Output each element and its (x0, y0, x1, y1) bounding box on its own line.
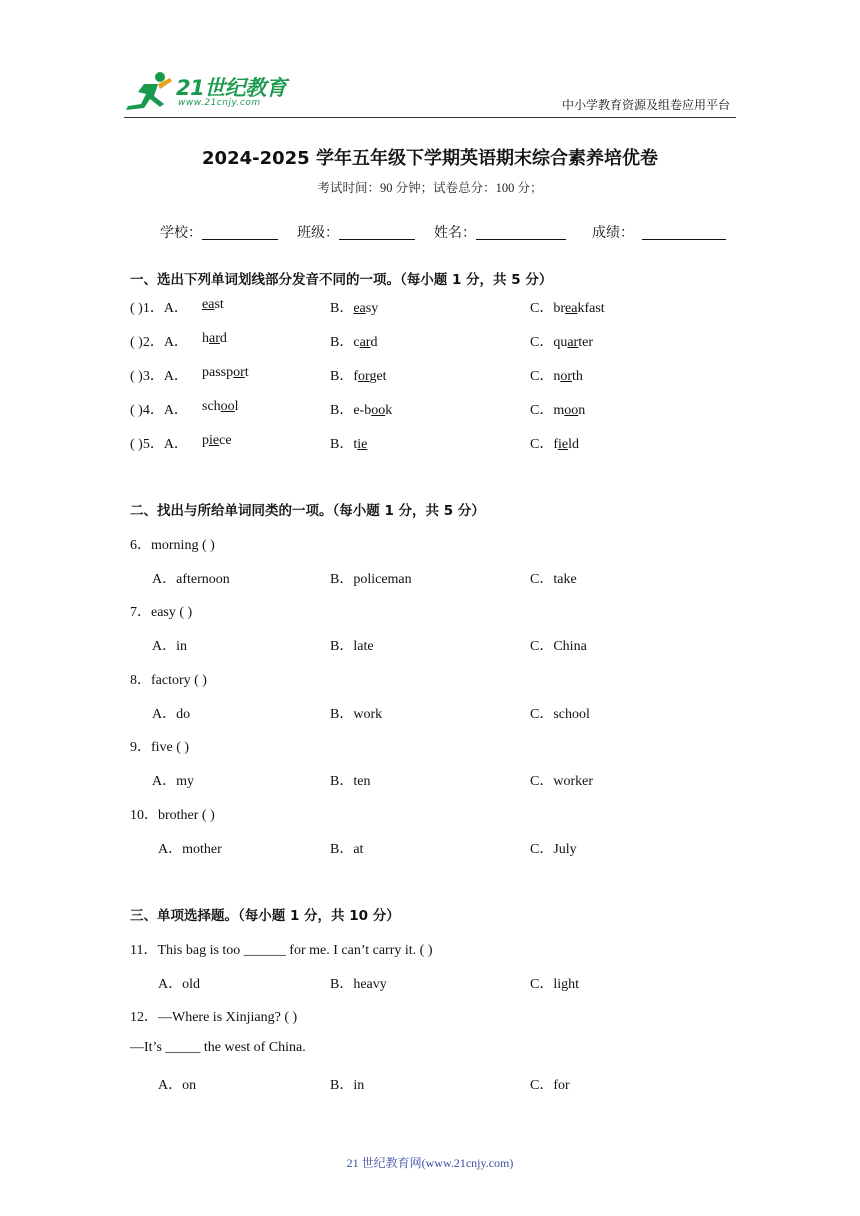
question-number: ( )1．A． (130, 301, 188, 316)
option-b: B．in (330, 1078, 365, 1093)
footer-link[interactable]: 21 世纪教育网(www.21cnjy.com) (346, 1156, 514, 1170)
exam-info: 考试时间：90 分钟；试卷总分：100 分； (317, 181, 543, 195)
score-label: 成绩： (592, 225, 634, 241)
option-a: piece (202, 433, 232, 448)
question-stem: 11．This bag is too ______ for me. I can’t carry it. ( ) (130, 943, 433, 958)
option-a: A．mother (158, 842, 222, 857)
option-a: A．old (158, 977, 200, 992)
name-label: 姓名： (434, 225, 476, 241)
score-field (592, 222, 726, 242)
score-blank (642, 224, 726, 240)
option-a: A．afternoon (152, 572, 230, 587)
option-c: C．worker (530, 774, 593, 789)
header-divider (124, 117, 736, 118)
section-1-heading: 一、选出下列单词划线部分发音不同的一项。（每小题 1 分，共 5 分） (130, 272, 553, 288)
name-blank (476, 224, 566, 240)
option-c: C．moon (530, 403, 586, 418)
option-c: C．school (530, 707, 590, 722)
option-a: east (202, 297, 224, 312)
option-b: B．work (330, 707, 383, 722)
question-stem: 8．factory ( ) (130, 673, 207, 688)
name-field (434, 222, 566, 242)
site-logo (124, 70, 294, 116)
question-stem: 7．easy ( ) (130, 605, 193, 620)
school-blank (202, 224, 278, 240)
option-a: passport (202, 365, 249, 380)
question-number: ( )3．A． (130, 369, 188, 384)
option-b: B．late (330, 639, 374, 654)
option-c: C．light (530, 977, 580, 992)
question-stem-line-2: —It’s _____ the west of China. (130, 1040, 306, 1055)
option-c: C．field (530, 437, 580, 452)
option-a: A．in (152, 639, 187, 654)
option-b: B．at (330, 842, 364, 857)
question-stem: 12．—Where is Xinjiang? ( ) (130, 1010, 298, 1025)
question-number: ( )5．A． (130, 437, 188, 452)
class-blank (339, 224, 415, 240)
option-b: B．e-book (330, 403, 393, 418)
school-label: 学校： (160, 225, 202, 241)
option-b: B．heavy (330, 977, 387, 992)
option-c: C．July (530, 842, 577, 857)
school-field (160, 222, 278, 242)
option-a: hard (202, 331, 227, 346)
option-b: B．forget (330, 369, 387, 384)
option-a: A．on (158, 1078, 197, 1093)
logo-text: 21世纪教育 (176, 76, 287, 100)
option-b: B．policeman (330, 572, 412, 587)
question-number: ( )2．A． (130, 335, 188, 350)
option-a: A．my (152, 774, 194, 789)
option-c: C．China (530, 639, 587, 654)
question-number: ( )4．A． (130, 403, 188, 418)
section-3-heading: 三、单项选择题。（每小题 1 分，共 10 分） (130, 908, 400, 924)
logo-url: www.21cnjy.com (178, 98, 261, 108)
question-stem: 6．morning ( ) (130, 538, 215, 553)
platform-label: 中小学教育资源及组卷应用平台 (561, 98, 730, 112)
option-c: C．quarter (530, 335, 593, 350)
option-c: C．breakfast (530, 301, 605, 316)
option-a: A．do (152, 707, 191, 722)
option-b: B．tie (330, 437, 368, 452)
option-a: school (202, 399, 239, 414)
page-title: 2024-2025 学年五年级下学期英语期末综合素养培优卷 (202, 148, 658, 169)
option-b: B．ten (330, 774, 371, 789)
option-b: B．card (330, 335, 378, 350)
question-stem: 10．brother ( ) (130, 808, 215, 823)
option-c: C．north (530, 369, 583, 384)
class-label: 班级： (297, 225, 339, 241)
section-2-heading: 二、找出与所给单词同类的一项。（每小题 1 分，共 5 分） (130, 503, 485, 519)
running-man-icon (124, 70, 176, 114)
option-c: C．for (530, 1078, 570, 1093)
question-stem: 9．five ( ) (130, 740, 190, 755)
option-b: B．easy (330, 301, 379, 316)
option-c: C．take (530, 572, 577, 587)
class-field (297, 222, 415, 242)
